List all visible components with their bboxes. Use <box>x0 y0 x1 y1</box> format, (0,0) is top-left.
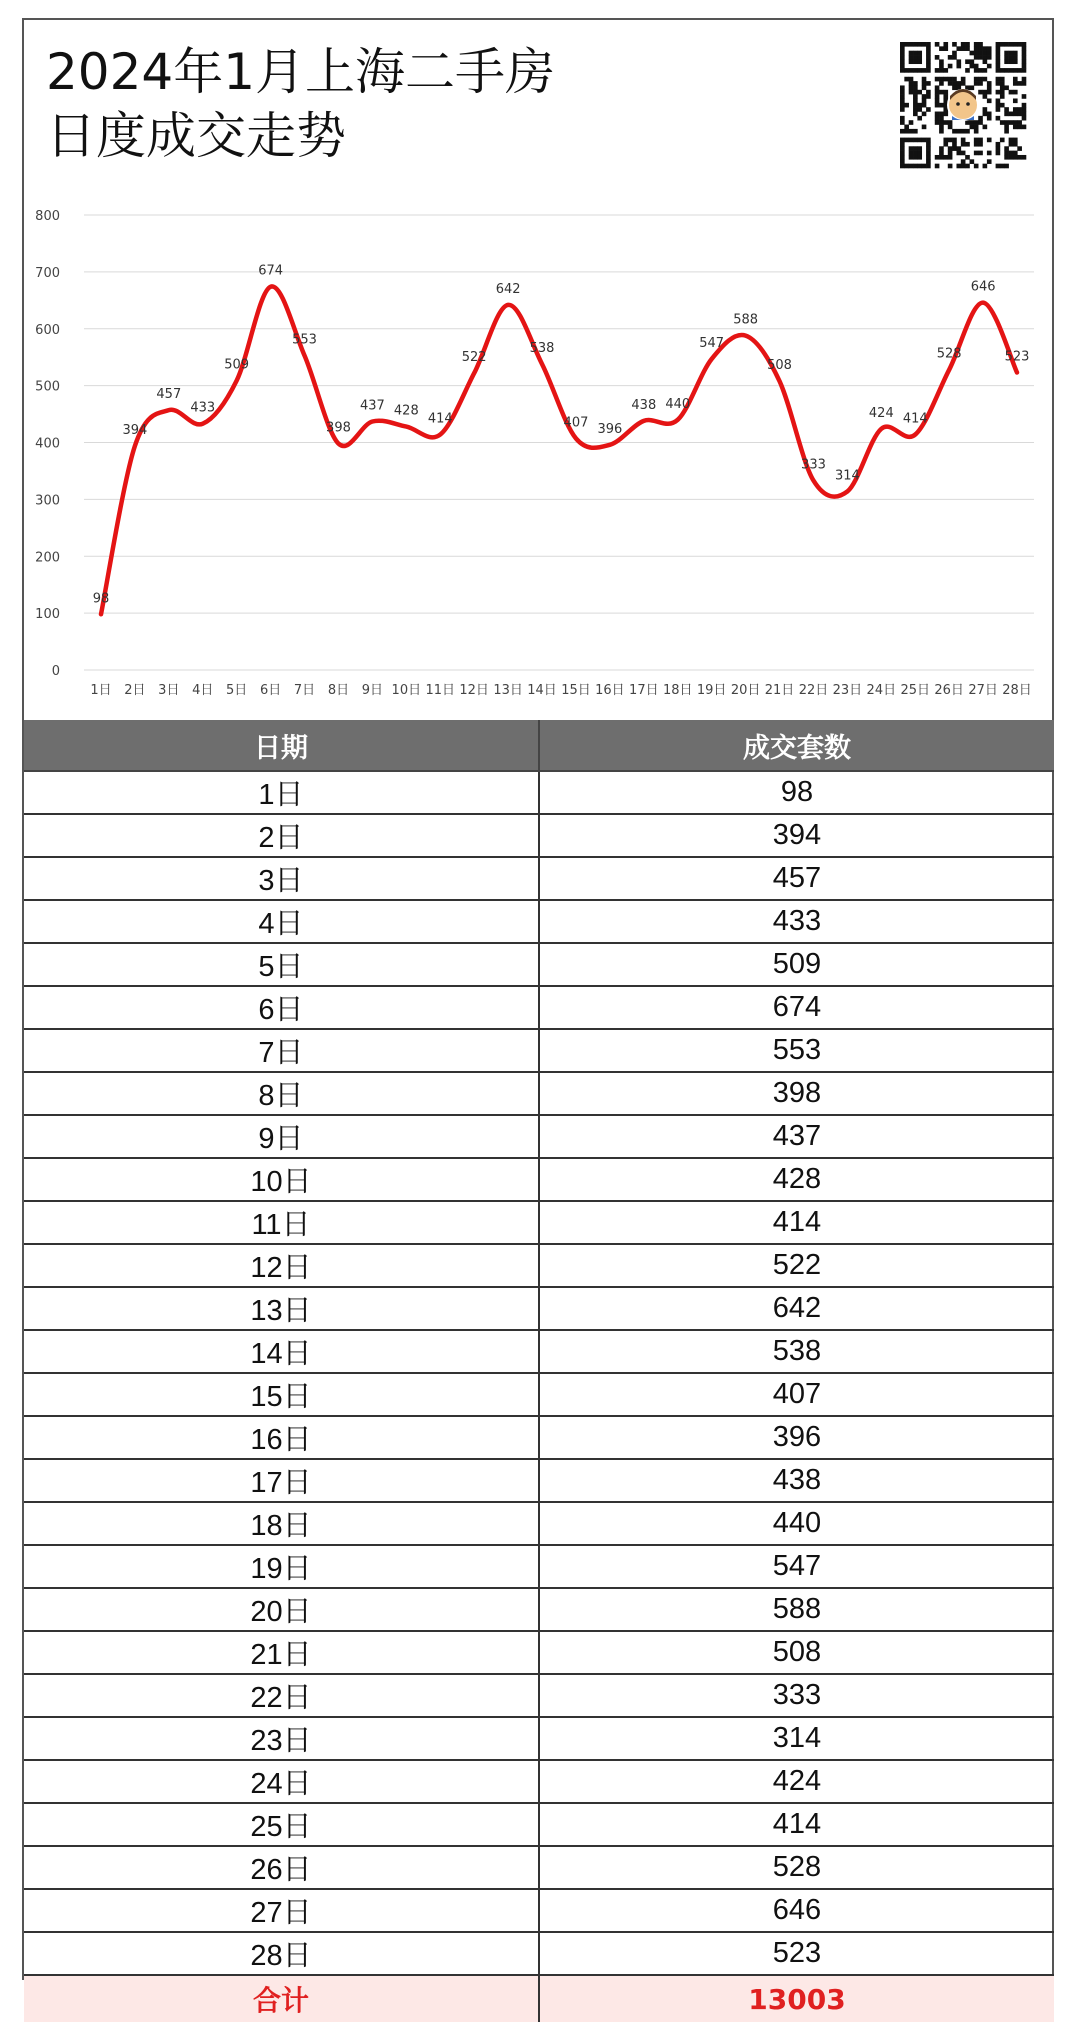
table-row <box>24 1201 1054 1244</box>
table-row <box>24 857 1054 900</box>
date-cell: 1日 <box>24 771 539 814</box>
y-tick-label: 0 <box>51 664 60 679</box>
date-cell: 2日 <box>24 814 539 857</box>
count-cell: 396 <box>539 1416 1054 1459</box>
data-label: 394 <box>122 422 148 438</box>
data-label: 428 <box>393 403 419 419</box>
data-label: 547 <box>699 335 725 351</box>
data-label: 457 <box>156 387 182 403</box>
data-label: 398 <box>326 420 351 436</box>
y-tick-label: 500 <box>35 379 60 395</box>
date-cell: 25日 <box>24 1803 539 1846</box>
chart-gridlines <box>84 215 1034 670</box>
count-cell: 394 <box>539 814 1054 857</box>
data-label: 553 <box>292 332 317 348</box>
table-row <box>24 1674 1054 1717</box>
date-cell: 24日 <box>24 1760 539 1803</box>
x-tick-label: 2日 <box>124 683 146 698</box>
header-count: 成交套数 <box>539 720 1054 771</box>
count-cell: 437 <box>539 1115 1054 1158</box>
table-row <box>24 900 1054 943</box>
table-row <box>24 1158 1054 1201</box>
data-label: 509 <box>224 357 250 373</box>
table-row <box>24 1588 1054 1631</box>
data-label: 538 <box>529 341 555 357</box>
x-tick-label: 24日 <box>866 683 897 698</box>
table-row <box>24 1244 1054 1287</box>
table-row <box>24 1803 1054 1846</box>
x-tick-label: 4日 <box>192 683 214 698</box>
x-tick-label: 11日 <box>425 683 456 698</box>
x-tick-label: 10日 <box>391 683 422 698</box>
count-cell: 674 <box>539 986 1054 1029</box>
count-cell: 553 <box>539 1029 1054 1072</box>
y-tick-label: 600 <box>35 322 60 338</box>
count-cell: 433 <box>539 900 1054 943</box>
date-cell: 27日 <box>24 1889 539 1932</box>
count-cell: 314 <box>539 1717 1054 1760</box>
data-label: 433 <box>190 400 216 416</box>
x-tick-label: 26日 <box>934 683 964 698</box>
count-cell: 414 <box>539 1201 1054 1244</box>
data-label: 414 <box>427 411 453 427</box>
table-row <box>24 1287 1054 1330</box>
header-date: 日期 <box>24 720 539 771</box>
x-tick-label: 25日 <box>900 683 931 698</box>
count-cell: 457 <box>539 857 1054 900</box>
date-cell: 16日 <box>24 1416 539 1459</box>
count-cell: 428 <box>539 1158 1054 1201</box>
date-cell: 17日 <box>24 1459 539 1502</box>
count-cell: 588 <box>539 1588 1054 1631</box>
date-cell: 20日 <box>24 1588 539 1631</box>
x-tick-label: 3日 <box>158 683 180 698</box>
y-tick-label: 200 <box>35 550 60 566</box>
date-cell: 14日 <box>24 1330 539 1373</box>
x-tick-label: 13日 <box>493 683 523 698</box>
chart-y-axis <box>35 209 60 679</box>
date-cell: 10日 <box>24 1158 539 1201</box>
date-cell: 18日 <box>24 1502 539 1545</box>
date-cell: 23日 <box>24 1717 539 1760</box>
table-row <box>24 1072 1054 1115</box>
title-line-2: 日度成交走势 <box>46 107 346 165</box>
data-label: 314 <box>834 468 860 484</box>
x-tick-label: 16日 <box>595 683 625 698</box>
x-tick-label: 14日 <box>527 683 557 698</box>
x-tick-label: 23日 <box>832 683 863 698</box>
x-tick-label: 19日 <box>696 683 727 698</box>
table-row <box>24 1631 1054 1674</box>
poster-frame <box>22 18 1054 2017</box>
date-cell: 13日 <box>24 1287 539 1330</box>
data-label: 438 <box>631 397 657 413</box>
x-tick-label: 28日 <box>1002 683 1032 698</box>
page-title <box>46 40 555 168</box>
y-tick-label: 300 <box>35 493 60 509</box>
series-line <box>101 286 1017 614</box>
date-cell: 6日 <box>24 986 539 1029</box>
count-cell: 440 <box>539 1502 1054 1545</box>
table-row <box>24 771 1054 814</box>
title-line-1: 2024年1月上海二手房 <box>46 43 556 101</box>
count-cell: 424 <box>539 1760 1054 1803</box>
x-tick-label: 9日 <box>361 683 384 698</box>
date-cell: 26日 <box>24 1846 539 1889</box>
count-cell: 438 <box>539 1459 1054 1502</box>
x-tick-label: 5日 <box>226 683 248 698</box>
count-cell: 98 <box>539 771 1054 814</box>
data-table <box>24 720 1054 2022</box>
table-row <box>24 1029 1054 1072</box>
table-row <box>24 943 1054 986</box>
count-cell: 407 <box>539 1373 1054 1416</box>
x-tick-label: 27日 <box>968 683 998 698</box>
x-tick-label: 6日 <box>259 683 282 698</box>
x-tick-label: 1日 <box>90 683 112 698</box>
data-label: 424 <box>868 405 894 421</box>
y-tick-label: 100 <box>35 607 60 623</box>
y-tick-label: 800 <box>35 209 60 224</box>
x-tick-label: 12日 <box>459 683 489 698</box>
x-tick-label: 20日 <box>730 683 761 698</box>
total-value: 13003 <box>539 1975 1054 2022</box>
table-row <box>24 1330 1054 1373</box>
date-cell: 22日 <box>24 1674 539 1717</box>
data-label: 407 <box>563 415 589 431</box>
total-label: 合计 <box>24 1975 539 2022</box>
count-cell: 509 <box>539 943 1054 986</box>
data-label: 528 <box>936 346 962 362</box>
x-tick-label: 17日 <box>629 683 659 698</box>
table-row <box>24 986 1054 1029</box>
x-tick-label: 15日 <box>561 683 591 698</box>
table-header-row <box>24 720 1054 771</box>
table-row <box>24 1889 1054 1932</box>
x-tick-label: 8日 <box>327 683 350 698</box>
count-cell: 528 <box>539 1846 1054 1889</box>
data-label: 523 <box>1004 349 1030 365</box>
table-row <box>24 1115 1054 1158</box>
data-label: 522 <box>461 350 487 366</box>
count-cell: 538 <box>539 1330 1054 1373</box>
data-label: 646 <box>970 279 996 295</box>
date-cell: 5日 <box>24 943 539 986</box>
data-label: 98 <box>92 591 110 607</box>
x-tick-label: 21日 <box>764 683 795 698</box>
date-cell: 21日 <box>24 1631 539 1674</box>
date-cell: 9日 <box>24 1115 539 1158</box>
data-label: 588 <box>733 312 759 328</box>
count-cell: 333 <box>539 1674 1054 1717</box>
count-cell: 508 <box>539 1631 1054 1674</box>
data-label: 333 <box>801 457 826 473</box>
y-tick-label: 400 <box>35 436 60 452</box>
date-cell: 12日 <box>24 1244 539 1287</box>
data-label: 642 <box>495 281 521 297</box>
data-label: 396 <box>597 421 623 437</box>
chart-x-axis <box>90 683 1031 698</box>
table-row <box>24 1545 1054 1588</box>
data-label: 437 <box>359 398 385 414</box>
data-label: 674 <box>258 263 284 279</box>
qr-code-icon <box>900 42 1026 168</box>
table-row <box>24 1846 1054 1889</box>
count-cell: 642 <box>539 1287 1054 1330</box>
x-tick-label: 7日 <box>293 683 316 698</box>
count-cell: 523 <box>539 1932 1054 1975</box>
date-cell: 3日 <box>24 857 539 900</box>
count-cell: 398 <box>539 1072 1054 1115</box>
date-cell: 19日 <box>24 1545 539 1588</box>
x-tick-label: 22日 <box>798 683 829 698</box>
date-cell: 11日 <box>24 1201 539 1244</box>
data-label: 440 <box>665 396 691 412</box>
date-cell: 28日 <box>24 1932 539 1975</box>
table-row <box>24 1717 1054 1760</box>
data-label: 414 <box>902 411 928 427</box>
date-cell: 7日 <box>24 1029 539 1072</box>
table-row <box>24 1502 1054 1545</box>
count-cell: 547 <box>539 1545 1054 1588</box>
table-row <box>24 1932 1054 1975</box>
table-row <box>24 1459 1054 1502</box>
table-row <box>24 1373 1054 1416</box>
total-row <box>24 1975 1054 2022</box>
table-row <box>24 1760 1054 1803</box>
y-tick-label: 700 <box>35 265 60 281</box>
count-cell: 522 <box>539 1244 1054 1287</box>
x-tick-label: 18日 <box>662 683 693 698</box>
line-chart <box>24 190 1054 710</box>
date-cell: 4日 <box>24 900 539 943</box>
date-cell: 15日 <box>24 1373 539 1416</box>
data-label: 508 <box>767 358 792 374</box>
date-cell: 8日 <box>24 1072 539 1115</box>
count-cell: 646 <box>539 1889 1054 1932</box>
count-cell: 414 <box>539 1803 1054 1846</box>
table-row <box>24 814 1054 857</box>
chart-data-labels <box>93 264 1030 607</box>
table-row <box>24 1416 1054 1459</box>
